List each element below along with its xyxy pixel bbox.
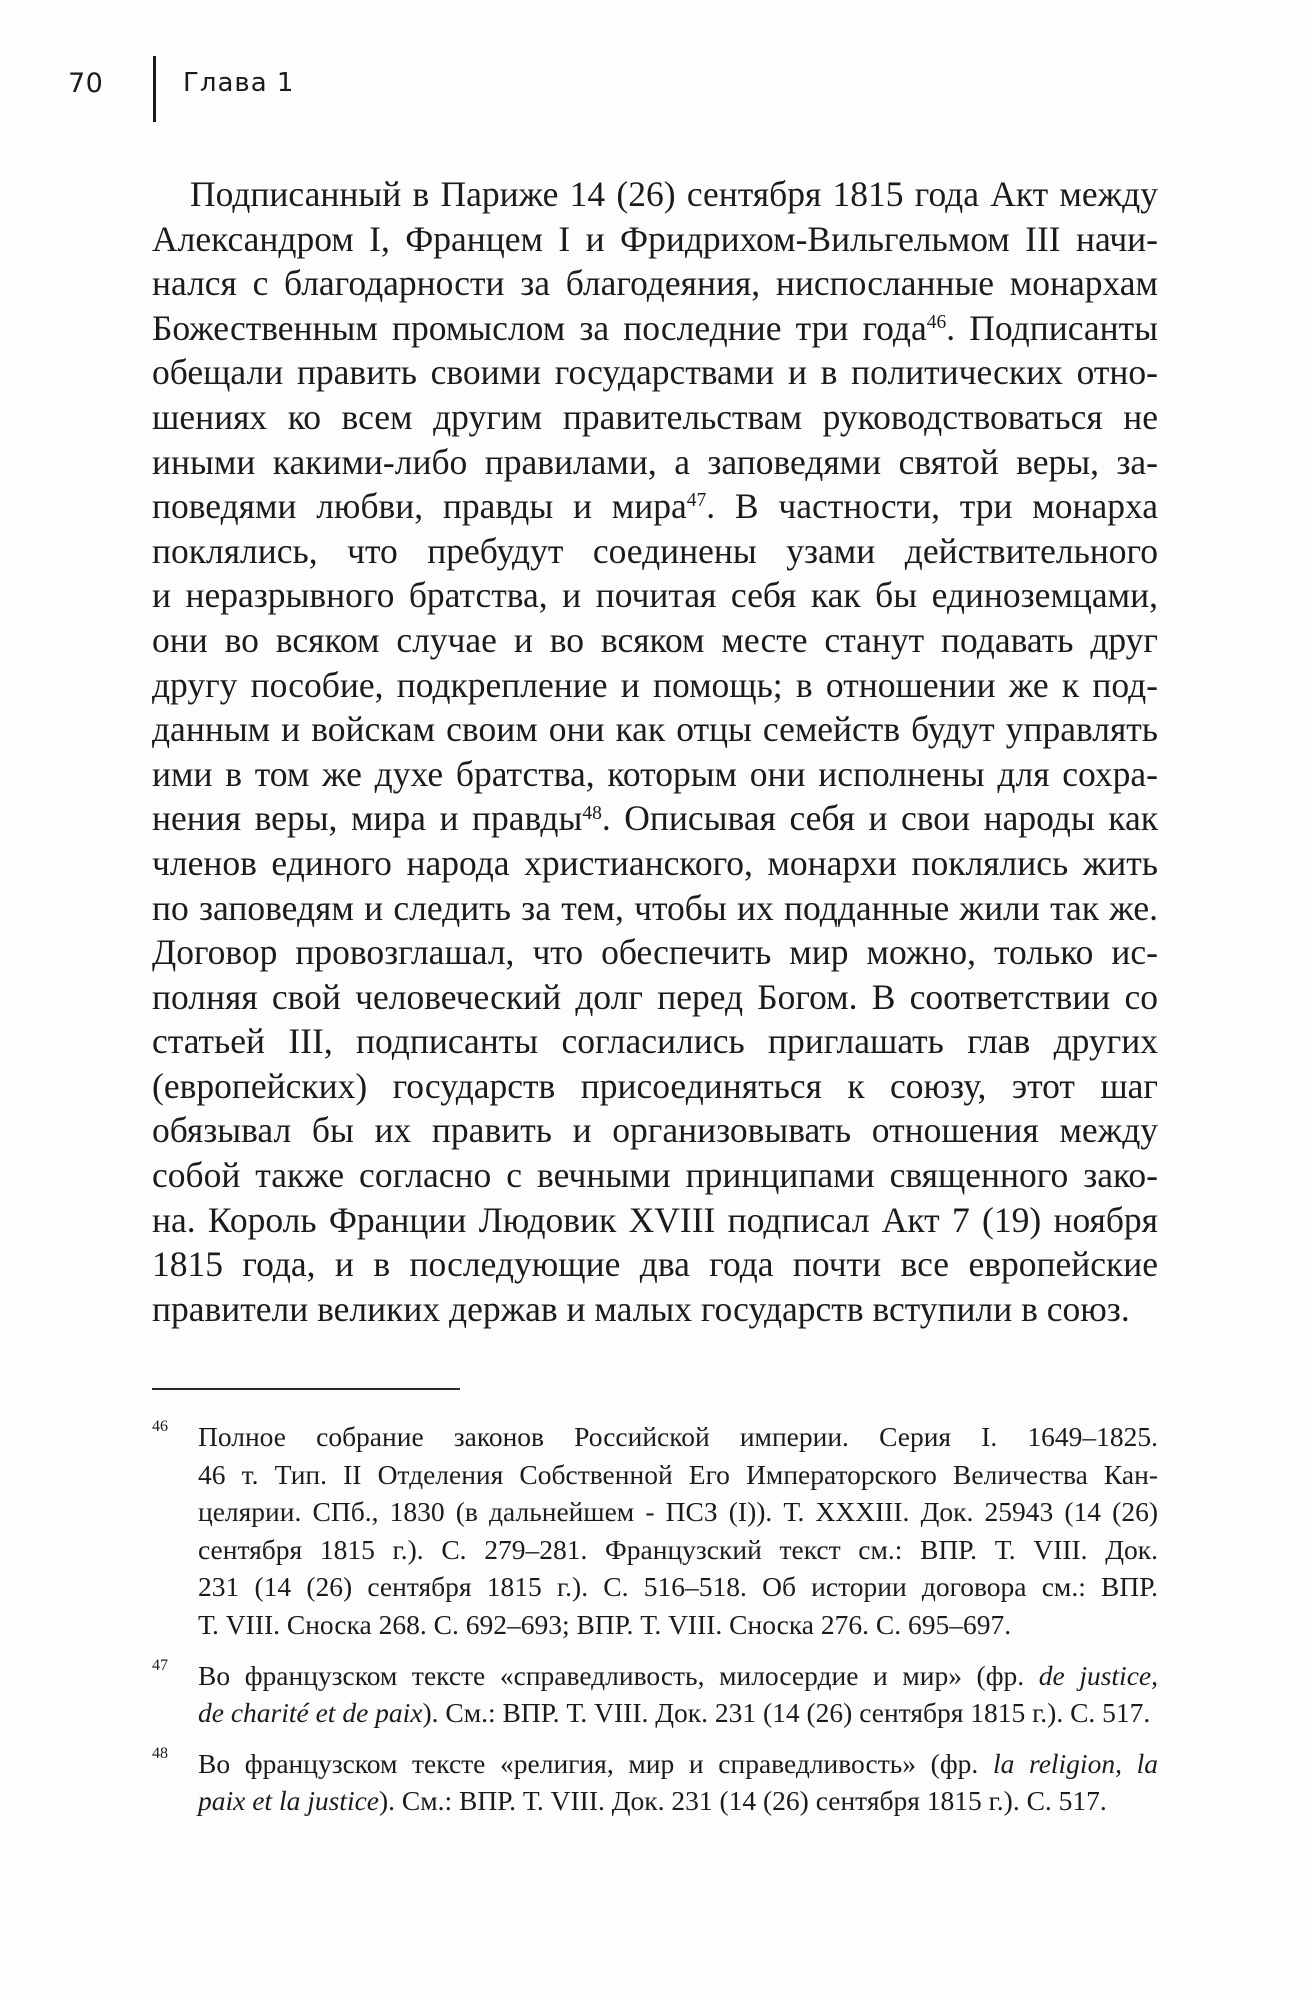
- text-segment: Божественным промыслом за последние три года: [152, 307, 927, 348]
- chapter-title: Глава 1: [183, 68, 295, 98]
- footnote-line: [198, 1745, 1158, 1783]
- text-line: и неразрывного братства, и почитая себя как бы единоземцами,: [152, 575, 1158, 616]
- footnote-line: [198, 1657, 1158, 1695]
- text-line: собой также согласно с вечными принципами священного зако-: [152, 1155, 1158, 1196]
- footnote-line: [198, 1782, 1158, 1820]
- text-segment: нения веры, мира и правды: [152, 798, 583, 839]
- footnote-line: Т. VIII. Сноска 268. С. 692–693; ВПР. Т. VIII. Сноска 276. С. 695–697.: [198, 1608, 1012, 1640]
- footnote-line: 46 т. Тип. II Отделения Собственной Его Императорского Величества Кан-: [198, 1458, 1158, 1490]
- footnote-line: сентября 1815 г.). С. 279–281. Французский текст см.: ВПР. Т. VIII. Док.: [198, 1533, 1158, 1565]
- text-line: по заповедям и следить за тем, чтобы их подданные жили так же.: [152, 887, 1158, 928]
- text-line: они во всяком случае и во всяком месте станут подавать друг: [152, 619, 1158, 660]
- text-line: иными какими-либо правилами, а заповедями святой веры, за-: [152, 441, 1158, 482]
- text-line: правители великих держав и малых государств вступили в союз.: [152, 1288, 1130, 1329]
- text-line: данным и войскам своим они как отцы семейств будут управлять: [152, 709, 1158, 750]
- footnote-number: 48: [152, 1744, 168, 1762]
- footnote-line: целярии. СПб., 1830 (в дальнейшем - ПСЗ (I)). Т. XXXIII. Док. 25943 (14 (26): [198, 1496, 1158, 1528]
- italic-segment: paix et la justice: [198, 1785, 379, 1817]
- text-line: шениях ко всем другим правительствам руководствоваться не: [152, 396, 1158, 437]
- text-segment: ). См.: ВПР. Т. VIII. Док. 231 (14 (26) сентября 1815 г.). С. 517.: [379, 1785, 1107, 1817]
- text-line: на. Король Франции Людовик XVIII подписал Акт 7 (19) ноября: [152, 1199, 1158, 1240]
- text-line: (европейских) государств присоединяться к союзу, этот шаг: [152, 1065, 1158, 1106]
- text-line: [152, 484, 1158, 529]
- text-line: ими в том же духе братства, которым они исполнены для сохра-: [152, 753, 1158, 794]
- text-segment: . В частности, три монарха: [706, 486, 1158, 527]
- footnote-line: Полное собрание законов Российской империи. Серия I. 1649–1825.: [198, 1421, 1158, 1452]
- footnotes: [152, 1418, 1158, 1833]
- text-line: членов единого народа христианского, монархи поклялись жить: [152, 842, 1158, 883]
- italic-segment: de justice,: [1038, 1659, 1158, 1691]
- footnote-46: [152, 1418, 1158, 1644]
- footnote-ref: 46: [926, 312, 947, 334]
- text-line: Подписанный в Париже 14 (26) сентября 1815 года Акт между: [190, 174, 1158, 214]
- page-number: 70: [68, 68, 104, 99]
- italic-segment: de charité et de paix: [198, 1697, 423, 1729]
- text-line: обязывал бы их править и организовывать отношения между: [152, 1110, 1158, 1151]
- text-line: статьей III, подписанты согласились приглашать глав других: [152, 1021, 1158, 1062]
- text-line: [152, 306, 1158, 351]
- text-segment: . Описывая себя и свои народы как: [601, 798, 1158, 839]
- text-segment: Во французском тексте «справедливость, милосердие и мир» (фр.: [198, 1659, 1039, 1691]
- footnote-number: 47: [152, 1656, 168, 1674]
- footnote-ref: 47: [686, 490, 707, 512]
- text-line: нался с благодарности за благодеяния, ниспосланные монархам: [152, 263, 1158, 304]
- text-segment: Во французском тексте «религия, мир и справедливость» (фр.: [198, 1747, 993, 1779]
- footnote-line: 231 (14 (26) сентября 1815 г.). С. 516–518. Об истории договора см.: ВПР.: [198, 1571, 1158, 1603]
- text-segment: . Подписанты: [946, 307, 1159, 348]
- text-line: [152, 796, 1158, 841]
- text-line: полняя свой человеческий долг перед Богом. В соответствии со: [152, 976, 1158, 1017]
- footnote-47: [152, 1657, 1158, 1732]
- text-line: Александром I, Францем I и Фридрихом-Вильгельмом III начи-: [152, 218, 1158, 259]
- text-line: другу пособие, подкрепление и помощь; в отношении же к под-: [152, 664, 1158, 705]
- text-line: Договор провозглашал, что обеспечить мир можно, только ис-: [152, 932, 1158, 973]
- footnote-divider: [152, 1388, 460, 1390]
- footnote-ref: 48: [582, 802, 602, 824]
- text-line: обещали править своими государствами и в политических отно-: [152, 352, 1158, 393]
- main-text: [152, 172, 1158, 1331]
- header-divider: [153, 56, 156, 122]
- text-segment: поведями любви, правды и мира: [152, 486, 687, 527]
- text-line: 1815 года, и в последующие два года почти все европейские: [152, 1244, 1158, 1285]
- footnote-48: [152, 1745, 1158, 1820]
- text-segment: ). См.: ВПР. Т. VIII. Док. 231 (14 (26) сентября 1815 г.). С. 517.: [422, 1697, 1151, 1729]
- text-line: поклялись, что пребудут соединены узами действительного: [152, 530, 1158, 571]
- footnote-number: 46: [152, 1418, 168, 1435]
- footnote-line: [198, 1694, 1158, 1732]
- italic-segment: la religion, la: [992, 1747, 1158, 1779]
